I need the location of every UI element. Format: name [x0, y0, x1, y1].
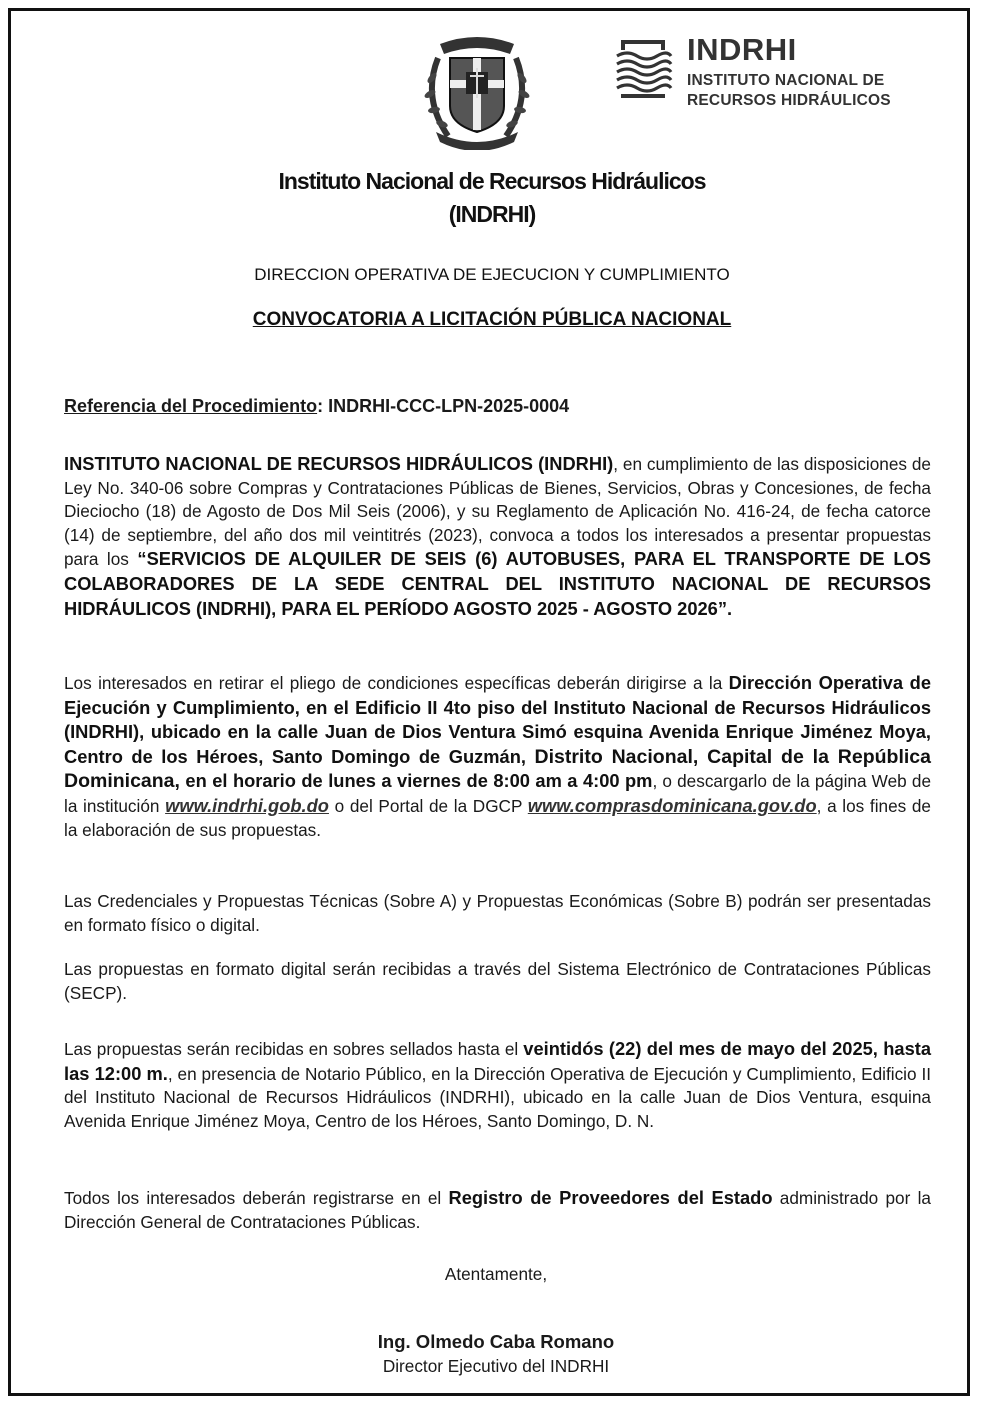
office-hours-bold: en el horario de lunes a viernes de 8:00 am a 4:00 pm	[179, 770, 653, 792]
signer-title: Director Ejecutivo del INDRHI	[382, 1356, 610, 1376]
document-heading: CONVOCATORIA A LICITACIÓN PÚBLICA NACIONAL	[252, 309, 732, 330]
water-waves-icon	[613, 36, 673, 100]
paragraph-digital: Las propuestas en formato digital serán recibidas a través del Sistema Electrónico de Contrataciones Públicas (SECP).	[64, 959, 931, 1003]
registry-bold: Registro de Proveedores del Estado	[448, 1187, 773, 1208]
dgcp-portal-link[interactable]: www.comprasdominicana.gov.do	[527, 794, 817, 816]
paragraph-text: , o descargarlo de la página Web de la institución	[64, 771, 931, 816]
logo-subtitle-line1: INSTITUTO NACIONAL DE	[687, 72, 885, 89]
indrhi-website-link[interactable]: www.indrhi.gob.do	[165, 794, 329, 816]
paragraph-formats: Las Credenciales y Propuestas Técnicas (Sobre A) y Propuestas Económicas (Sobre B) podrán ser presentadas en formato físico o digital.	[64, 891, 931, 935]
paragraph-text: administrado por la Dirección General de Contrataciones Públicas.	[64, 1188, 931, 1232]
paragraph-text: Todos los interesados deberán registrarse en el	[64, 1188, 449, 1208]
paragraph-instructions	[64, 671, 931, 842]
logo-name: INDRHI	[687, 32, 797, 67]
institution-title: Instituto Nacional de Recursos Hidráulicos	[278, 168, 706, 194]
institution-acronym: (INDRHI)	[448, 201, 536, 227]
paragraph-text: o del Portal de la DGCP	[328, 795, 528, 816]
reference-separator: :	[317, 396, 329, 416]
indrhi-logo	[613, 32, 913, 112]
signer-name: Ing. Olmedo Caba Romano	[377, 1331, 615, 1352]
coat-of-arms-logo	[418, 28, 536, 150]
paragraph-deadline	[64, 1037, 931, 1133]
paragraph-convocation	[64, 452, 931, 621]
paragraph-text: , a los fines de la elaboración de sus propuestas.	[64, 795, 931, 840]
institution-name-bold: INSTITUTO NACIONAL DE RECURSOS HIDRÁULICOS (INDRHI)	[64, 453, 614, 474]
reference-label: Referencia del Procedimiento	[64, 396, 318, 416]
procedure-reference	[64, 396, 569, 417]
paragraph-text: Las propuestas serán recibidas en sobres sellados hasta el	[64, 1039, 524, 1059]
paragraph-text: , en cumplimiento de las disposiciones de Ley No. 340-06 sobre Compras y Contrataciones Públicas de Bienes, Servicios, Obras y Concesiones, de fecha Dieciocho (18) de Agosto de Dos Mil Seis (2006), y su Reglamento de Aplicación No. 416-24, de fecha catorce (14) de septiembre, del año dos mil veintitrés (2023), convoca a todos los interesados a presentar propuestas para los	[64, 454, 931, 570]
closing-greeting: Atentamente,	[444, 1264, 548, 1284]
paragraph-registration	[64, 1186, 931, 1234]
logo-subtitle-line2: RECURSOS HIDRÁULICOS	[687, 92, 891, 109]
address-bold: Dirección Operativa de Ejecución y Cumplimiento, en el Edificio II 4to piso del Instituto Nacional de Recursos Hidráulicos (INDRHI), ubicado en la calle Juan de Dios Ventura Simó esquina Avenida Enrique Jiménez Moya, Centro de los Héroes, Santo Domingo de Guzmán,	[64, 672, 931, 767]
paragraph-text: Los interesados en retirar el pliego de condiciones específicas deberán dirigirse a la	[64, 673, 729, 693]
deadline-bold: veintidós (22) del mes de mayo del 2025, hasta las 12:00 m.	[64, 1038, 931, 1084]
service-description-bold: “SERVICIOS DE ALQUILER DE SEIS (6) AUTOBUSES, PARA EL TRANSPORTE DE LOS COLABORADORES DE LA SEDE CENTRAL DEL INSTITUTO NACIONAL DE RECURSOS HIDRÁULICOS (INDRHI), PARA EL PERÍODO AGOSTO 2025 - AGOSTO 2026”.	[64, 548, 931, 619]
department-name: DIRECCION OPERATIVA DE EJECUCION Y CUMPLIMIENTO	[254, 265, 730, 284]
district-bold: Distrito Nacional, Capital de la República Dominicana,	[64, 745, 931, 793]
paragraph-text: , en presencia de Notario Público, en la Dirección Operativa de Ejecución y Cumplimiento, Edificio II del Instituto Nacional de Recursos Hidráulicos (INDRHI), ubicado en la calle Juan de Dios Ventura, esquina Avenida Enrique Jiménez Moya, Centro de los Héroes, Santo Domingo, D. N.	[64, 1063, 931, 1131]
reference-value: INDRHI-CCC-LPN-2025-0004	[328, 396, 570, 416]
